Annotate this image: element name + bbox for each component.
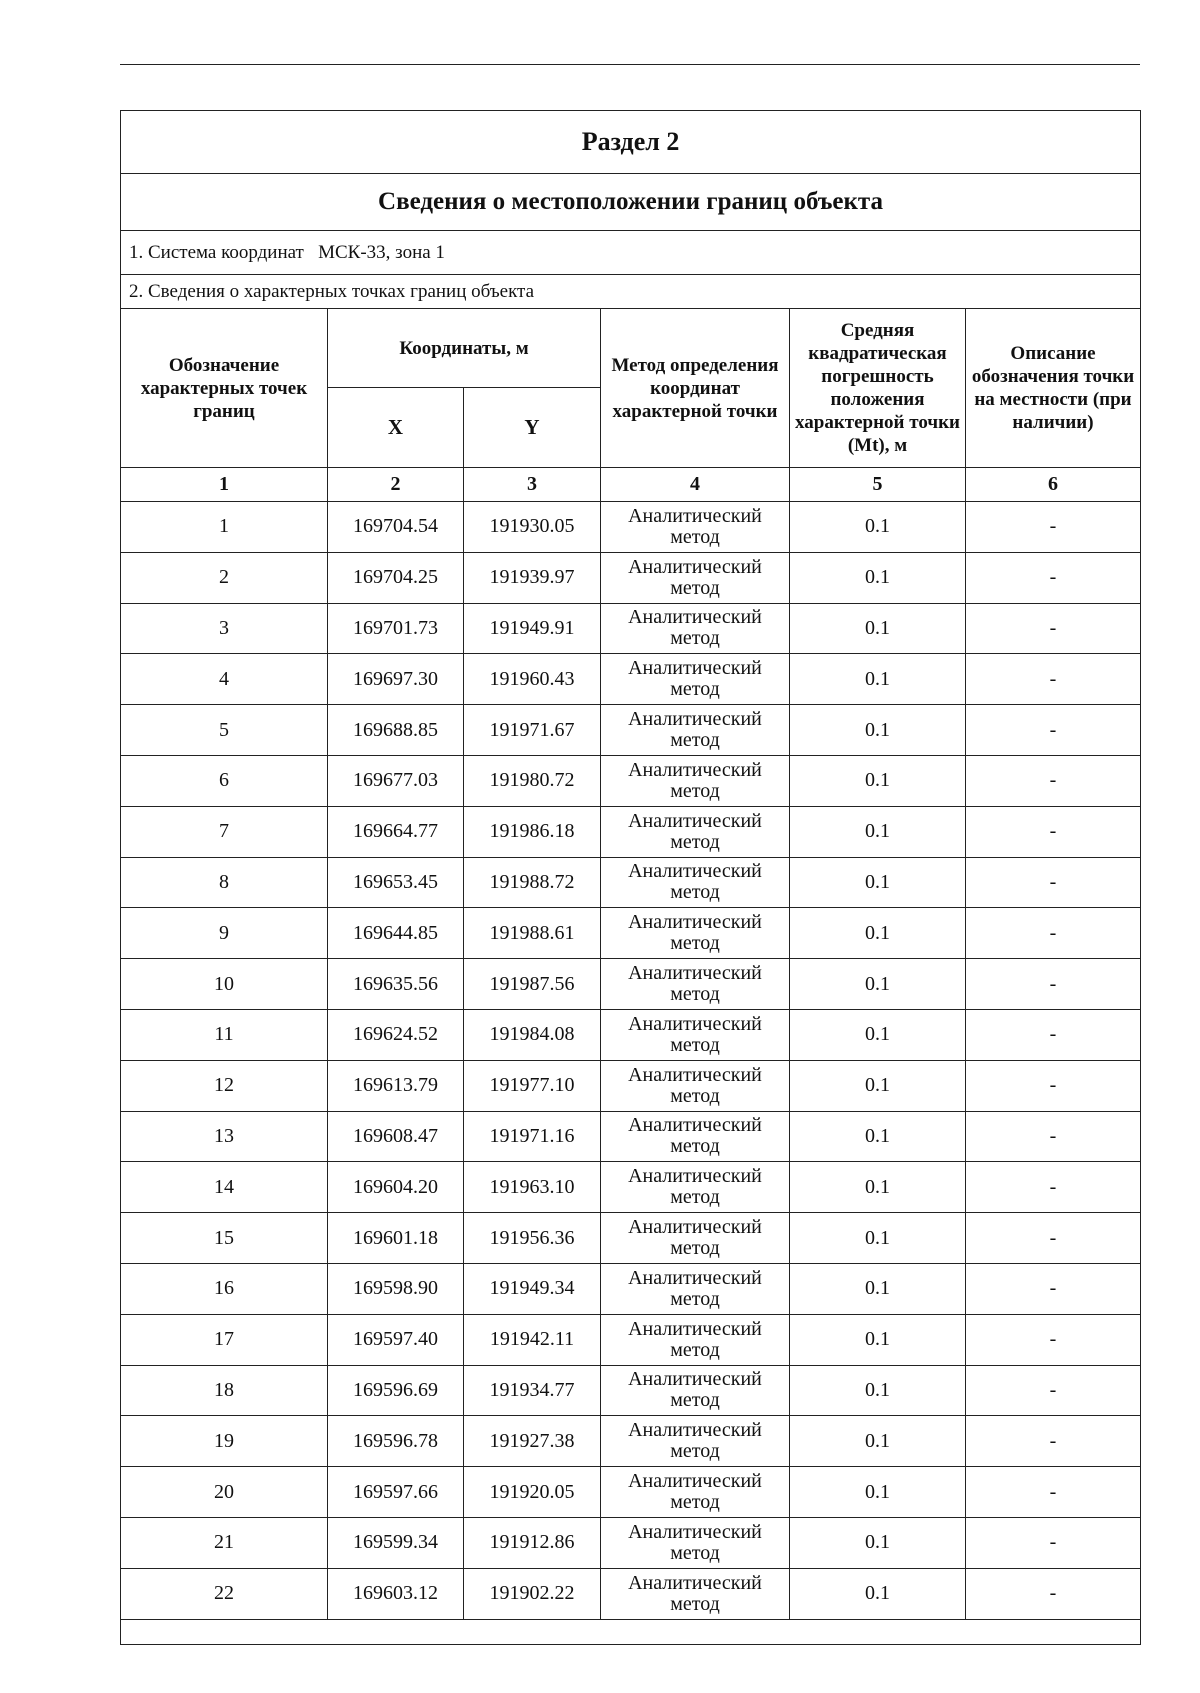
error-cell: 0.1 <box>790 1517 966 1568</box>
point-number-cell: 19 <box>121 1416 328 1467</box>
y-coordinate-cell: 191986.18 <box>464 806 601 857</box>
description-cell: - <box>966 806 1141 857</box>
table-row <box>121 959 1141 1010</box>
y-coordinate-cell: 191987.56 <box>464 959 601 1010</box>
method-cell: Аналитический метод <box>601 654 790 705</box>
point-number-cell: 9 <box>121 908 328 959</box>
table-row <box>121 654 1141 705</box>
coordinate-system-value: МСК-33, зона 1 <box>318 241 445 263</box>
y-coordinate-cell: 191988.61 <box>464 908 601 959</box>
table-body <box>121 111 1141 1645</box>
error-cell: 0.1 <box>790 552 966 603</box>
table-row <box>121 502 1141 553</box>
table-row <box>121 1314 1141 1365</box>
point-number-cell: 1 <box>121 502 328 553</box>
description-cell: - <box>966 502 1141 553</box>
method-cell: Аналитический метод <box>601 1467 790 1518</box>
y-coordinate-cell: 191902.22 <box>464 1568 601 1619</box>
table-row <box>121 806 1141 857</box>
y-coordinate-cell: 191912.86 <box>464 1517 601 1568</box>
table-row <box>121 755 1141 806</box>
table-row <box>121 1467 1141 1518</box>
document-sheet <box>120 110 1140 1645</box>
point-number-cell: 12 <box>121 1060 328 1111</box>
method-cell: Аналитический метод <box>601 502 790 553</box>
method-cell: Аналитический метод <box>601 1517 790 1568</box>
header-y: Y <box>464 388 601 468</box>
table-row <box>121 552 1141 603</box>
method-cell: Аналитический метод <box>601 705 790 756</box>
point-number-cell: 17 <box>121 1314 328 1365</box>
y-coordinate-cell: 191984.08 <box>464 1009 601 1060</box>
top-rule <box>120 64 1140 65</box>
description-cell: - <box>966 857 1141 908</box>
method-cell: Аналитический метод <box>601 1213 790 1264</box>
description-cell: - <box>966 603 1141 654</box>
x-coordinate-cell: 169624.52 <box>328 1009 464 1060</box>
error-cell: 0.1 <box>790 1467 966 1518</box>
section-heading: Сведения о местоположении границ объекта <box>121 174 1141 231</box>
x-coordinate-cell: 169653.45 <box>328 857 464 908</box>
error-cell: 0.1 <box>790 1263 966 1314</box>
x-coordinate-cell: 169603.12 <box>328 1568 464 1619</box>
x-coordinate-cell: 169704.54 <box>328 502 464 553</box>
y-coordinate-cell: 191927.38 <box>464 1416 601 1467</box>
error-cell: 0.1 <box>790 1314 966 1365</box>
method-cell: Аналитический метод <box>601 1568 790 1619</box>
error-cell: 0.1 <box>790 654 966 705</box>
method-cell: Аналитический метод <box>601 1365 790 1416</box>
points-info-row: 2. Сведения о характерных точках границ объекта <box>121 275 1141 309</box>
error-cell: 0.1 <box>790 806 966 857</box>
error-cell: 0.1 <box>790 1568 966 1619</box>
table-row <box>121 1162 1141 1213</box>
x-coordinate-cell: 169697.30 <box>328 654 464 705</box>
error-cell: 0.1 <box>790 1111 966 1162</box>
point-number-cell: 6 <box>121 755 328 806</box>
section-title: Раздел 2 <box>121 111 1141 174</box>
y-coordinate-cell: 191971.67 <box>464 705 601 756</box>
description-cell: - <box>966 654 1141 705</box>
point-number-cell: 22 <box>121 1568 328 1619</box>
column-number-row <box>121 468 1141 502</box>
table-row <box>121 1111 1141 1162</box>
x-coordinate-cell: 169608.47 <box>328 1111 464 1162</box>
y-coordinate-cell: 191934.77 <box>464 1365 601 1416</box>
y-coordinate-cell: 191977.10 <box>464 1060 601 1111</box>
error-cell: 0.1 <box>790 603 966 654</box>
point-number-cell: 10 <box>121 959 328 1010</box>
point-number-cell: 14 <box>121 1162 328 1213</box>
point-number-cell: 18 <box>121 1365 328 1416</box>
coordinate-system-label: 1. Система координат <box>129 241 304 263</box>
x-coordinate-cell: 169677.03 <box>328 755 464 806</box>
table-row <box>121 1060 1141 1111</box>
method-cell: Аналитический метод <box>601 1263 790 1314</box>
y-coordinate-cell: 191963.10 <box>464 1162 601 1213</box>
description-cell: - <box>966 1111 1141 1162</box>
method-cell: Аналитический метод <box>601 857 790 908</box>
description-cell: - <box>966 1517 1141 1568</box>
x-coordinate-cell: 169597.66 <box>328 1467 464 1518</box>
description-cell: - <box>966 1416 1141 1467</box>
description-cell: - <box>966 1314 1141 1365</box>
x-coordinate-cell: 169701.73 <box>328 603 464 654</box>
y-coordinate-cell: 191949.34 <box>464 1263 601 1314</box>
point-number-cell: 16 <box>121 1263 328 1314</box>
y-coordinate-cell: 191939.97 <box>464 552 601 603</box>
y-coordinate-cell: 191920.05 <box>464 1467 601 1518</box>
column-number: 2 <box>328 468 464 502</box>
header-method: Метод определения координат характерной точки <box>601 309 790 468</box>
point-number-cell: 13 <box>121 1111 328 1162</box>
table-footer-cell <box>121 1619 1141 1644</box>
method-cell: Аналитический метод <box>601 1009 790 1060</box>
error-cell: 0.1 <box>790 959 966 1010</box>
x-coordinate-cell: 169604.20 <box>328 1162 464 1213</box>
table-row <box>121 857 1141 908</box>
error-cell: 0.1 <box>790 705 966 756</box>
description-cell: - <box>966 1162 1141 1213</box>
method-cell: Аналитический метод <box>601 1314 790 1365</box>
column-number: 4 <box>601 468 790 502</box>
table-row <box>121 908 1141 959</box>
description-cell: - <box>966 908 1141 959</box>
point-number-cell: 15 <box>121 1213 328 1264</box>
x-coordinate-cell: 169613.79 <box>328 1060 464 1111</box>
table-row <box>121 1213 1141 1264</box>
error-cell: 0.1 <box>790 1213 966 1264</box>
table-row <box>121 1009 1141 1060</box>
description-cell: - <box>966 1467 1141 1518</box>
description-cell: - <box>966 1009 1141 1060</box>
method-cell: Аналитический метод <box>601 1416 790 1467</box>
description-cell: - <box>966 1365 1141 1416</box>
x-coordinate-cell: 169664.77 <box>328 806 464 857</box>
error-cell: 0.1 <box>790 1060 966 1111</box>
column-number: 5 <box>790 468 966 502</box>
error-cell: 0.1 <box>790 1416 966 1467</box>
error-cell: 0.1 <box>790 1365 966 1416</box>
point-number-cell: 2 <box>121 552 328 603</box>
table-footer-row <box>121 1619 1141 1644</box>
x-coordinate-cell: 169635.56 <box>328 959 464 1010</box>
column-number: 1 <box>121 468 328 502</box>
description-cell: - <box>966 1060 1141 1111</box>
point-number-cell: 3 <box>121 603 328 654</box>
table-row <box>121 1263 1141 1314</box>
description-cell: - <box>966 552 1141 603</box>
point-number-cell: 8 <box>121 857 328 908</box>
description-cell: - <box>966 959 1141 1010</box>
y-coordinate-cell: 191942.11 <box>464 1314 601 1365</box>
point-number-cell: 21 <box>121 1517 328 1568</box>
point-number-cell: 11 <box>121 1009 328 1060</box>
y-coordinate-cell: 191956.36 <box>464 1213 601 1264</box>
description-cell: - <box>966 755 1141 806</box>
x-coordinate-cell: 169599.34 <box>328 1517 464 1568</box>
x-coordinate-cell: 169596.78 <box>328 1416 464 1467</box>
y-coordinate-cell: 191960.43 <box>464 654 601 705</box>
error-cell: 0.1 <box>790 857 966 908</box>
x-coordinate-cell: 169598.90 <box>328 1263 464 1314</box>
y-coordinate-cell: 191930.05 <box>464 502 601 553</box>
header-error: Средняя квадратическая погрешность положения характерной точки (Mt), м <box>790 309 966 468</box>
point-number-cell: 4 <box>121 654 328 705</box>
method-cell: Аналитический метод <box>601 806 790 857</box>
header-designation: Обозначение характерных точек границ <box>121 309 328 468</box>
method-cell: Аналитический метод <box>601 552 790 603</box>
error-cell: 0.1 <box>790 1162 966 1213</box>
x-coordinate-cell: 169601.18 <box>328 1213 464 1264</box>
x-coordinate-cell: 169688.85 <box>328 705 464 756</box>
description-cell: - <box>966 705 1141 756</box>
header-x: X <box>328 388 464 468</box>
method-cell: Аналитический метод <box>601 1111 790 1162</box>
y-coordinate-cell: 191949.91 <box>464 603 601 654</box>
method-cell: Аналитический метод <box>601 1060 790 1111</box>
header-coordinates: Координаты, м <box>328 309 601 388</box>
table-row <box>121 1365 1141 1416</box>
error-cell: 0.1 <box>790 755 966 806</box>
method-cell: Аналитический метод <box>601 959 790 1010</box>
y-coordinate-cell: 191980.72 <box>464 755 601 806</box>
x-coordinate-cell: 169597.40 <box>328 1314 464 1365</box>
table-row <box>121 603 1141 654</box>
error-cell: 0.1 <box>790 908 966 959</box>
header-description: Описание обозначения точки на местности (при наличии) <box>966 309 1141 468</box>
method-cell: Аналитический метод <box>601 908 790 959</box>
y-coordinate-cell: 191971.16 <box>464 1111 601 1162</box>
description-cell: - <box>966 1568 1141 1619</box>
point-number-cell: 7 <box>121 806 328 857</box>
table-row <box>121 1416 1141 1467</box>
method-cell: Аналитический метод <box>601 755 790 806</box>
method-cell: Аналитический метод <box>601 1162 790 1213</box>
point-number-cell: 5 <box>121 705 328 756</box>
method-cell: Аналитический метод <box>601 603 790 654</box>
x-coordinate-cell: 169704.25 <box>328 552 464 603</box>
coordinate-system-row <box>121 231 1141 275</box>
error-cell: 0.1 <box>790 502 966 553</box>
column-number: 6 <box>966 468 1141 502</box>
point-number-cell: 20 <box>121 1467 328 1518</box>
x-coordinate-cell: 169596.69 <box>328 1365 464 1416</box>
table-row <box>121 1568 1141 1619</box>
y-coordinate-cell: 191988.72 <box>464 857 601 908</box>
description-cell: - <box>966 1263 1141 1314</box>
boundary-points-table <box>120 110 1141 1645</box>
x-coordinate-cell: 169644.85 <box>328 908 464 959</box>
table-row <box>121 1517 1141 1568</box>
error-cell: 0.1 <box>790 1009 966 1060</box>
table-row <box>121 705 1141 756</box>
column-number: 3 <box>464 468 601 502</box>
description-cell: - <box>966 1213 1141 1264</box>
